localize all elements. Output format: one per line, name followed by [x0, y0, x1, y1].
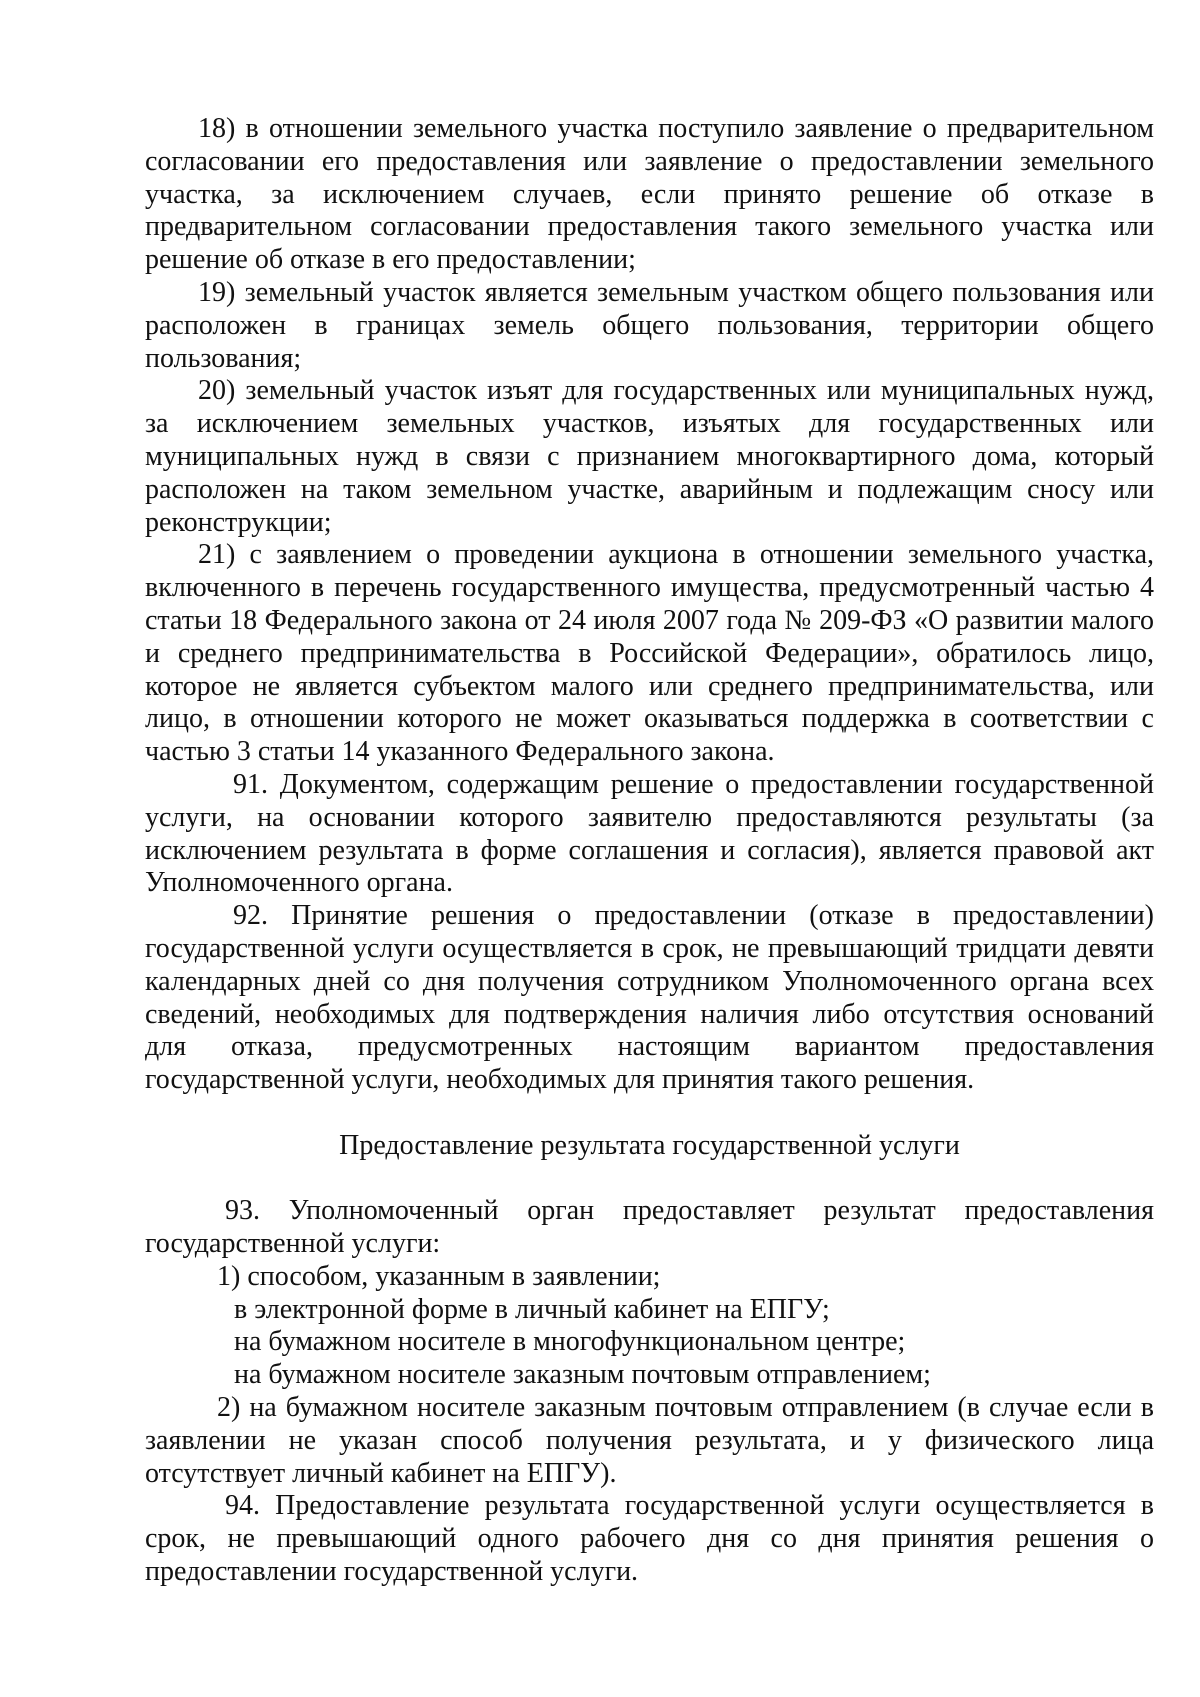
- paragraph-93: 93. Уполномоченный орган предоставляет результат предоставления государственной услуги:: [145, 1195, 1154, 1260]
- sub-item-mail: на бумажном носителе заказным почтовым отправлением;: [234, 1359, 931, 1391]
- document-body: [145, 113, 1154, 1589]
- paragraph-92: 92. Принятие решения о предоставлении (отказе в предоставлении) государственной услуги осуществляется в срок, не превышающий тридцати девяти календарных дней со дня получения сотрудником Уполномоченного органа всех сведений, необходимых для подтверждения наличия либо отсутствия оснований для отказа, предусмотренных настоящим вариантом предоставления государственной услуги, необходимых для принятия такого решения.: [145, 900, 1154, 1096]
- sub-item-mfc: на бумажном носителе в многофункциональном центре;: [234, 1326, 906, 1358]
- section-heading: Предоставление результата государственной услуги: [339, 1129, 960, 1161]
- paragraph-91: 91. Документом, содержащим решение о предоставлении государственной услуги, на основании которого заявителю предоставляются результаты (за исключением результата в форме соглашения и согласия), является правовой акт Уполномоченного органа.: [145, 768, 1154, 899]
- paragraph-item-19: 19) земельный участок является земельным участком общего пользования или расположен в границах земель общего пользования, территории общего пользования;: [145, 276, 1154, 374]
- list-item-2: 2) на бумажном носителе заказным почтовым отправлением (в случае если в заявлении не указан способ получения результата, и у физического лица отсутствует личный кабинет на ЕПГУ).: [145, 1392, 1154, 1489]
- sub-item-electronic: в электронной форме в личный кабинет на ЕПГУ;: [234, 1293, 830, 1325]
- paragraph-item-20: 20) земельный участок изъят для государственных или муниципальных нужд, за исключением земельных участков, изъятых для государственных или муниципальных нужд в связи с признанием многоквартирного дома, который расположен на таком земельном участке, аварийным и подлежащим сносу или реконструкции;: [145, 375, 1154, 538]
- paragraph-94: 94. Предоставление результата государственной услуги осуществляется в срок, не превышающий одного рабочего дня со дня принятия решения о предоставлении государственной услуги.: [145, 1490, 1154, 1588]
- list-item-1: 1) способом, указанным в заявлении;: [217, 1260, 661, 1292]
- paragraph-item-18: 18) в отношении земельного участка поступило заявление о предварительном согласовании его предоставления или заявление о предоставлении земельного участка, за исключением случаев, если принято решение об отказе в предварительном согласовании предоставления такого земельного участка или решение об отказе в его предоставлении;: [145, 113, 1154, 276]
- paragraph-item-21: 21) с заявлением о проведении аукциона в отношении земельного участка, включенного в перечень государственного имущества, предусмотренный частью 4 статьи 18 Федерального закона от 24 июля 2007 года № 209-ФЗ «О развитии малого и среднего предпринимательства в Российской Федерации», обратилось лицо, которое не является субъектом малого или среднего предпринимательства, или лицо, в отношении которого не может оказываться поддержка в соответствии с частью 3 статьи 14 указанного Федерального закона.: [145, 539, 1154, 768]
